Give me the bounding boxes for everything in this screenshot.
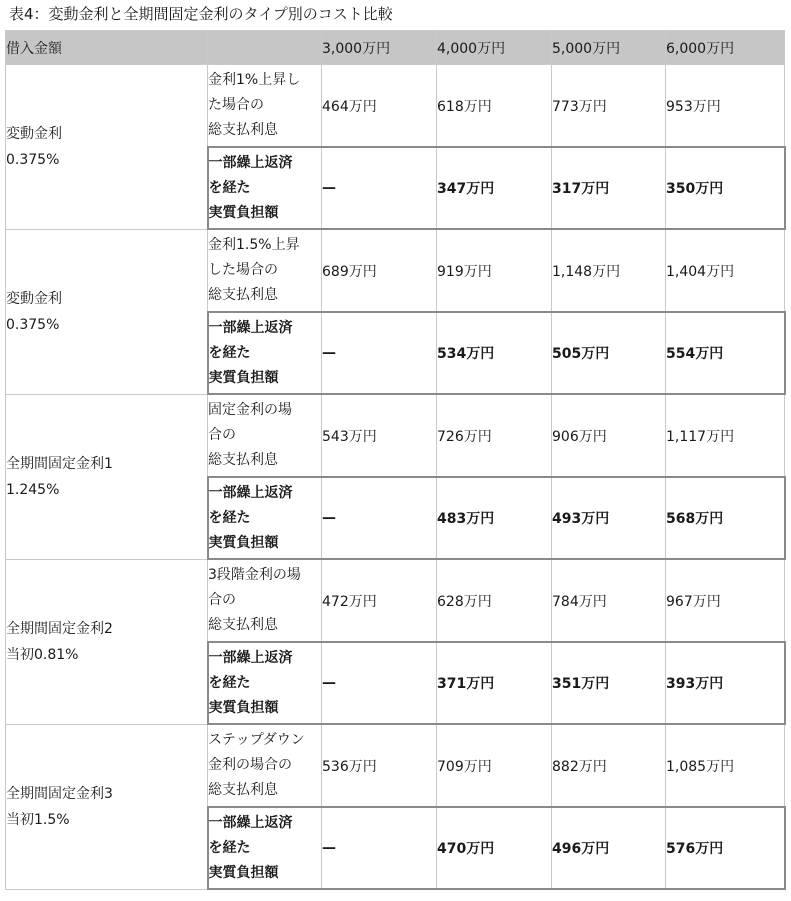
interest-label-line: 総支払利息 [208,122,278,138]
table-row [6,724,785,807]
total-label-line: 実質負担額 [208,864,279,881]
loan-type-name: 全期間固定金利2 [6,620,113,637]
interest-label-line: 総支払利息 [208,452,278,468]
total-value-cell: 371万円 [437,642,552,724]
interest-value-cell: 1,117万円 [666,394,785,477]
total-label-line: 一部繰上返済 [208,649,293,666]
total-value-cell: 347万円 [437,147,552,229]
loan-type-name: 全期間固定金利3 [6,785,113,802]
interest-label-line: 合の [208,427,236,443]
total-label-line: 一部繰上返済 [208,484,293,501]
interest-label-line: 金利1%上昇し [208,72,301,88]
interest-label-line: た場合の [208,97,264,113]
total-value-cell: — [322,642,437,724]
total-label-cell [208,807,322,889]
total-value-cell: 351万円 [552,642,666,724]
header-row [6,31,785,65]
total-value-cell: 493万円 [552,477,666,559]
cost-comparison-table [5,30,786,890]
total-value-cell: 470万円 [437,807,552,889]
total-label-line: 一部繰上返済 [208,319,293,336]
total-value-cell: — [322,147,437,229]
interest-value-cell: 472万円 [322,559,437,642]
interest-value-cell: 618万円 [437,65,552,148]
total-value-cell: — [322,807,437,889]
header-col-3000: 3,000万円 [322,31,437,65]
total-value-cell: — [322,477,437,559]
loan-type-cell [6,394,208,559]
total-value-cell: 505万円 [552,312,666,394]
loan-type-rate: 0.375% [6,151,60,168]
interest-value-cell: 689万円 [322,229,437,312]
total-label-line: 実質負担額 [208,699,279,716]
table-row [6,559,785,642]
loan-type-cell [6,559,208,724]
loan-type-rate: 0.375% [6,316,60,333]
total-value-cell: 496万円 [552,807,666,889]
interest-label-line: 固定金利の場 [208,402,292,418]
total-value-cell: 576万円 [666,807,785,889]
interest-value-cell: 784万円 [552,559,666,642]
interest-label-line: 3段階金利の場 [208,567,301,583]
interest-value-cell: 773万円 [552,65,666,148]
header-blank [208,31,322,65]
total-label-line: を経た [208,674,251,691]
total-value-cell: 317万円 [552,147,666,229]
loan-type-name: 変動金利 [6,290,62,307]
loan-type-rate: 当初1.5% [6,811,70,828]
total-label-line: を経た [208,509,251,526]
interest-label-line: 総支払利息 [208,287,278,303]
total-label-line: を経た [208,839,251,856]
interest-value-cell: 882万円 [552,724,666,807]
total-label-line: を経た [208,179,251,196]
loan-type-cell [6,724,208,889]
table-row [6,229,785,312]
interest-label-line: 金利1.5%上昇 [208,237,300,253]
header-col-4000: 4,000万円 [437,31,552,65]
interest-label-cell [208,229,322,312]
interest-value-cell: 709万円 [437,724,552,807]
total-value-cell: — [322,312,437,394]
total-value-cell: 350万円 [666,147,785,229]
loan-type-cell [6,229,208,394]
total-value-cell: 483万円 [437,477,552,559]
interest-label-line: した場合の [208,262,278,278]
total-label-line: 実質負担額 [208,369,279,386]
header-col-5000: 5,000万円 [552,31,666,65]
loan-type-name: 変動金利 [6,125,62,142]
interest-value-cell: 1,404万円 [666,229,785,312]
total-label-line: 実質負担額 [208,204,279,221]
total-label-cell [208,642,322,724]
interest-value-cell: 1,148万円 [552,229,666,312]
interest-value-cell: 536万円 [322,724,437,807]
interest-value-cell: 967万円 [666,559,785,642]
interest-label-cell [208,65,322,148]
header-loan-amount: 借入金額 [6,31,208,65]
total-label-line: 実質負担額 [208,534,279,551]
total-label-line: 一部繰上返済 [208,814,293,831]
interest-value-cell: 1,085万円 [666,724,785,807]
interest-label-line: 総支払利息 [208,782,278,798]
interest-value-cell: 953万円 [666,65,785,148]
total-label-cell [208,312,322,394]
interest-label-cell [208,724,322,807]
loan-type-name: 全期間固定金利1 [6,455,113,472]
total-value-cell: 568万円 [666,477,785,559]
interest-label-cell [208,394,322,477]
total-value-cell: 554万円 [666,312,785,394]
interest-value-cell: 628万円 [437,559,552,642]
interest-label-line: ステップダウン [208,732,305,748]
interest-label-line: 総支払利息 [208,617,278,633]
loan-type-rate: 1.245% [6,481,60,498]
loan-type-cell [6,65,208,230]
table-row [6,65,785,148]
total-label-cell [208,477,322,559]
interest-value-cell: 543万円 [322,394,437,477]
total-label-line: を経た [208,344,251,361]
interest-label-line: 合の [208,592,236,608]
total-value-cell: 534万円 [437,312,552,394]
interest-label-cell [208,559,322,642]
loan-type-rate: 当初0.81% [6,646,79,663]
table-caption: 表4：変動金利と全期間固定金利のタイプ別のコスト比較 [9,5,393,23]
interest-value-cell: 726万円 [437,394,552,477]
header-col-6000: 6,000万円 [666,31,785,65]
total-value-cell: 393万円 [666,642,785,724]
interest-value-cell: 464万円 [322,65,437,148]
total-label-cell [208,147,322,229]
total-label-line: 一部繰上返済 [208,154,293,171]
interest-value-cell: 906万円 [552,394,666,477]
interest-label-line: 金利の場合の [208,757,292,773]
table-row [6,394,785,477]
interest-value-cell: 919万円 [437,229,552,312]
